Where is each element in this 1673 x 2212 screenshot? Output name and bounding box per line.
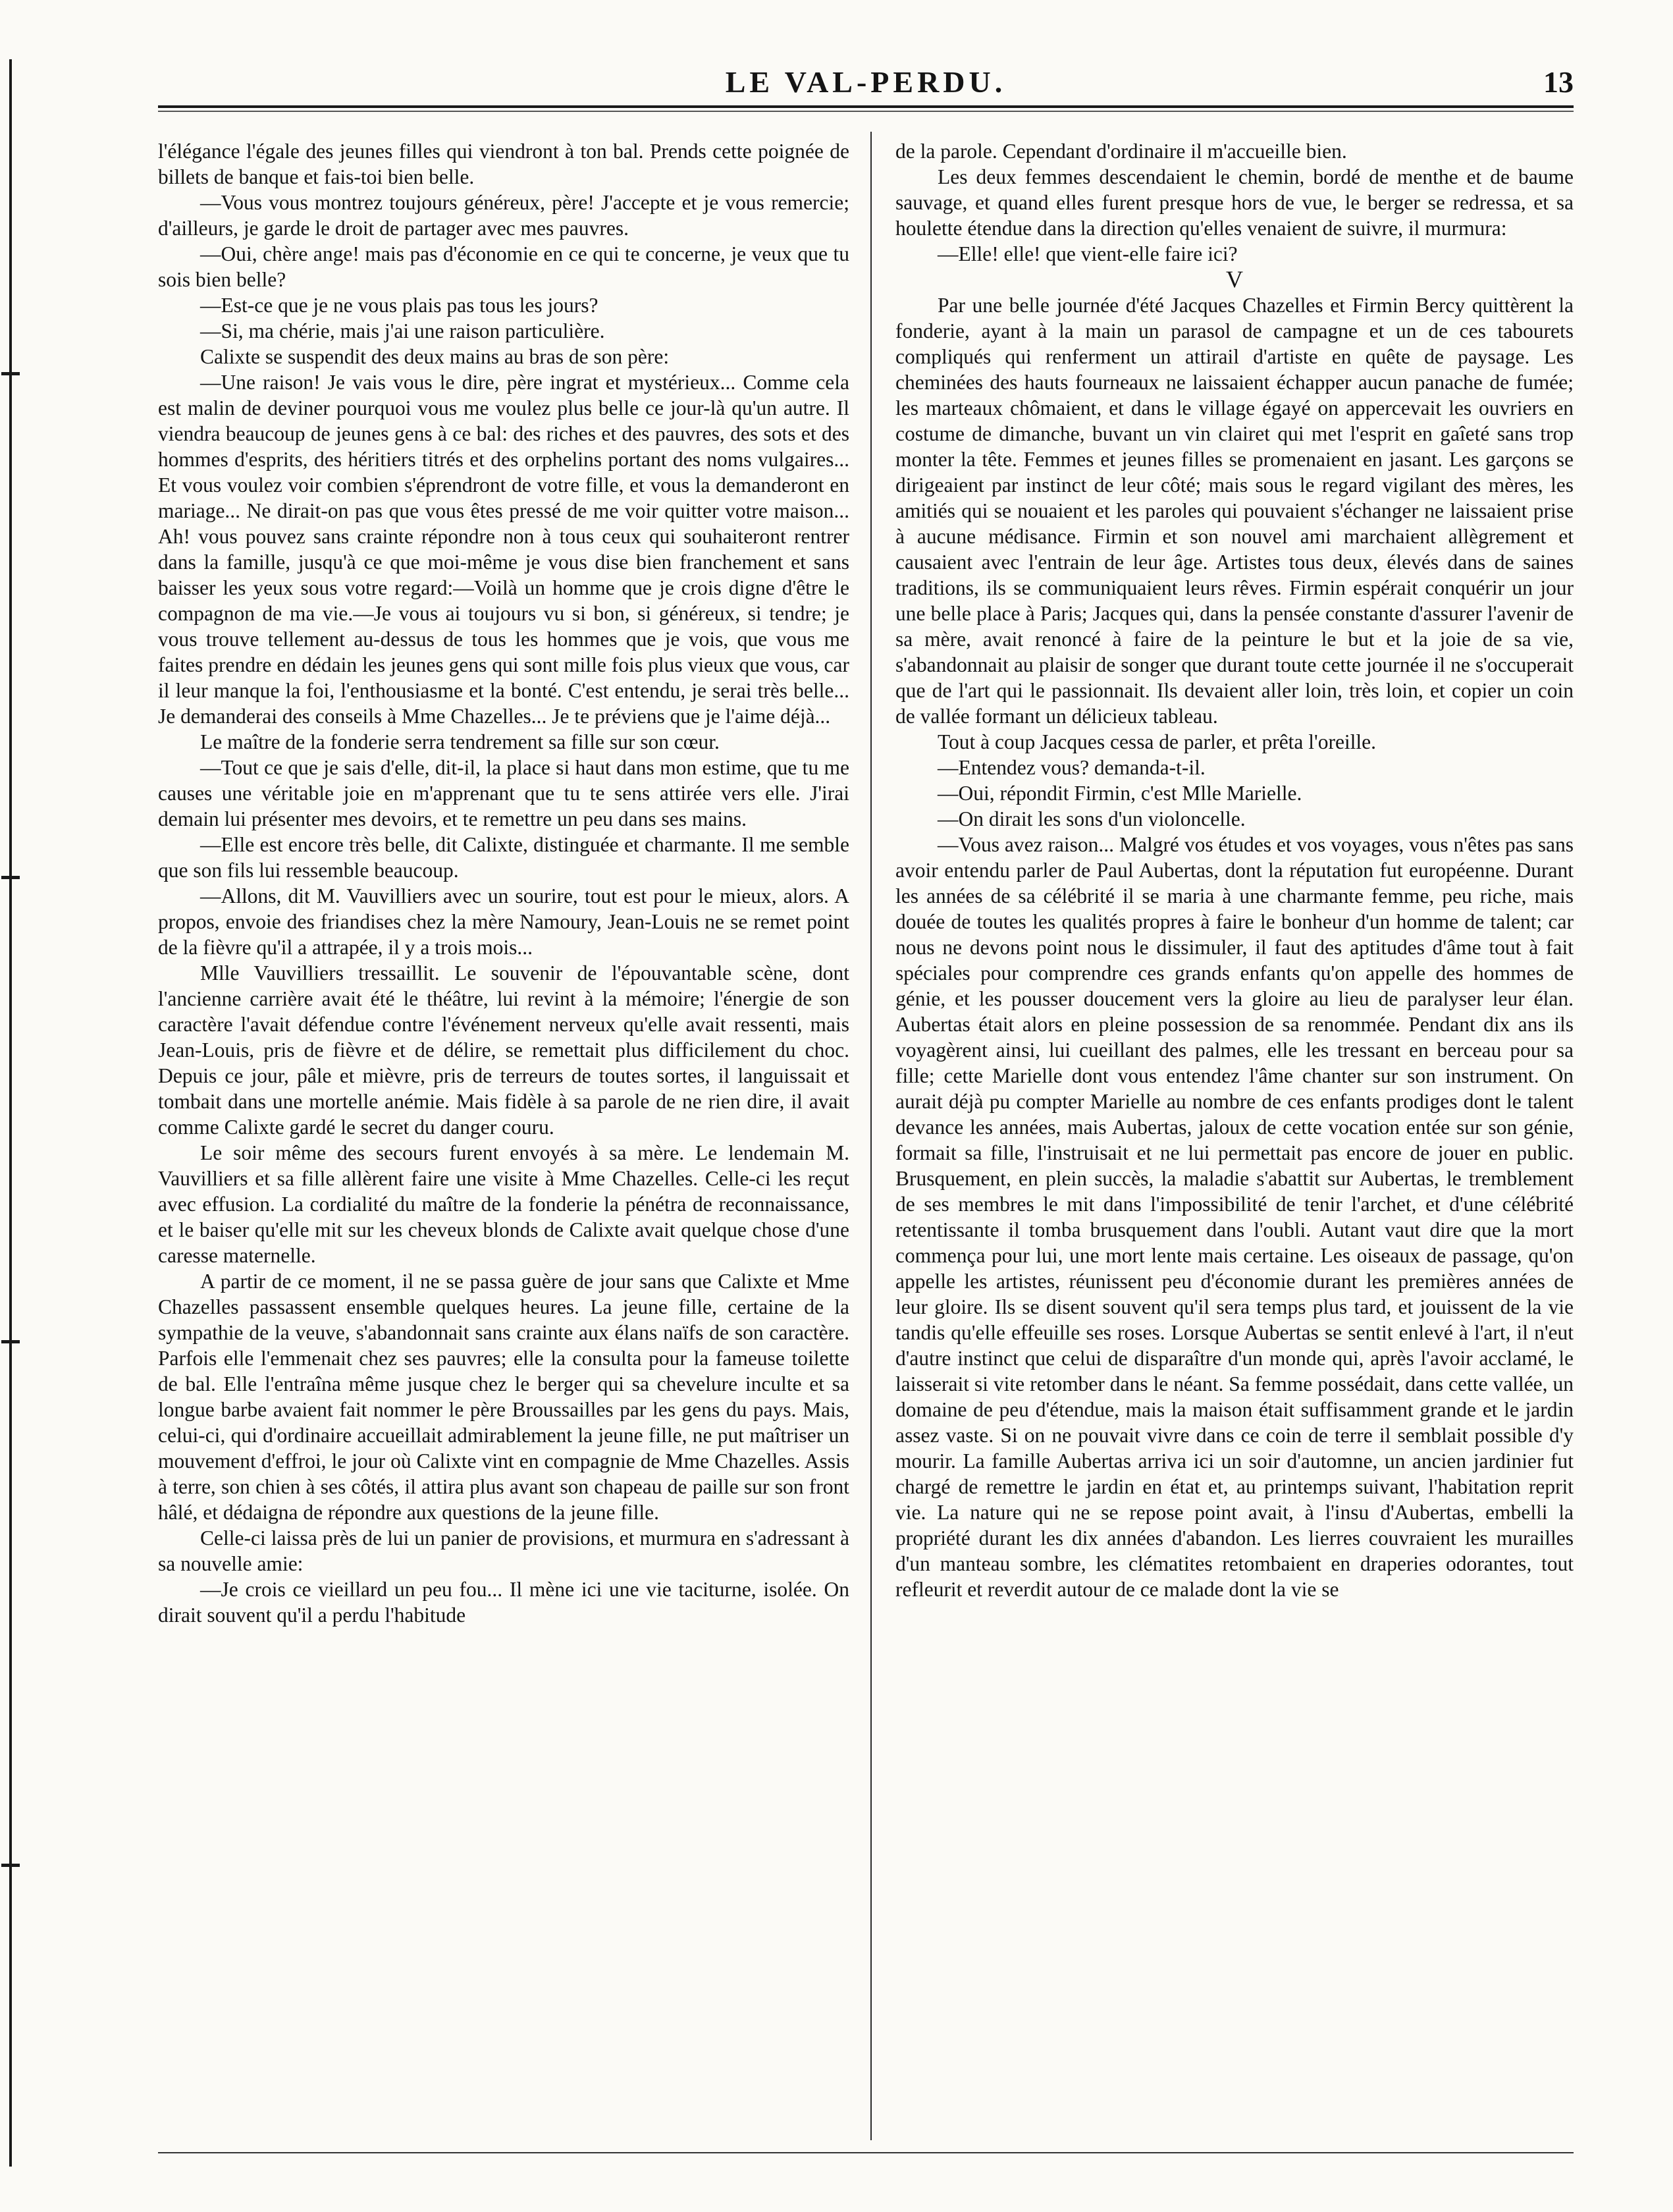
- paragraph: Le maître de la fonderie serra tendrement sa fille sur son cœur.: [200, 730, 720, 753]
- paragraph: —Allons, dit M. Vauvilliers avec un sourire, tout est pour le mieux, alors. A propos, envoie des friandises chez la mère Namoury, Jean-Louis ne se remet point de la fièvre qu'il a attrapée, il y a trois mois...: [158, 884, 849, 959]
- paragraph: —Oui, chère ange! mais pas d'économie en ce qui te concerne, je veux que tu sois bien belle?: [158, 242, 849, 291]
- paragraph: —Si, ma chérie, mais j'ai une raison particulière.: [200, 319, 605, 342]
- binding-rule: [9, 59, 12, 2167]
- binding-tick: [1, 1340, 20, 1343]
- paragraph: Mlle Vauvilliers tressaillit. Le souvenir de l'épouvantable scène, dont l'ancienne carrière avait été le théâtre, lui revint à la mémoire; l'énergie de son caractère l'avait défendue contre l'événement nerveux qu'elle avait ressenti, mais Jean-Louis, pris de fièvre et de délire, se remettait plus difficilement du choc. Depuis ce jour, pâle et mièvre, pris de terreurs de toutes sortes, il languissait et tombait dans une mortelle anémie. Mais fidèle à sa parole de ne rien dire, il avait comme Calixte gardé le secret du danger couru.: [158, 961, 849, 1139]
- bottom-rule: [158, 2152, 1574, 2153]
- header-rule: [158, 105, 1574, 108]
- paragraph: —Vous avez raison... Malgré vos études et vos voyages, vous n'êtes pas sans avoir entendu parler de Paul Aubertas, dont la réputation fut européenne. Durant les années de sa célébrité il se maria à une charmante femme, peu riche, mais douée de toutes les qualités propres à faire le bonheur d'un homme de talent; car nous ne devons point nous le dissimuler, il faut des aptitudes d'âme tout à fait spéciales pour comprendre ces grands enfants qu'on appelle des hommes de génie, et les pousser doucement vers la gloire au lieu de paralyser leur élan. Aubertas était alors en pleine possession de sa renommée. Pendant dix ans ils voyagèrent ainsi, lui cueillant des palmes, elle les tressant en berceau pour sa fille; cette Marielle dont vous entendez l'âme chanter sur son instrument. On aurait déjà pu compter Marielle au nombre de ces enfants prodiges dont le talent devance les années, mais Aubertas, jaloux de cette vocation entée sur son génie, formait sa fille, l'instruisait et ne lui permettait pas encore de jouer en public. Brusquement, en plein succès, la maladie s'abattit sur Aubertas, le tremblement de ses membres le mit dans l'impossibilité de tenir l'archet, et d'une célébrité retentissante il tomba brusquement dans l'oubli. Autant vaut dire que la mort commença pour lui, une mort lente mais certaine. Les oiseaux de passage, qu'on appelle les artistes, réunissent peu d'économie durant les premières années de leur gloire. Ils se disent souvent qu'il sera temps plus tard, et jouissent de la vie tandis qu'elle effeuille ses roses. Lorsque Aubertas se sentit enlevé à l'art, il n'eut d'autre instinct que celui de disparaître d'un monde qui, après l'avoir acclamé, le laisserait si vite retomber dans le néant. Sa femme possédait, dans cette vallée, un domaine de peu d'étendue, mais la maison était suffisamment grande et le jardin assez vaste. Si on ne pouvait vivre dans ce coin de terre il semblait possible d'y mourir. La famille Aubertas arriva ici un soir d'automne, un ancien jardinier fut chargé de remettre le jardin en état et, au printemps suivant, l'habitation reprit vie. La nature qui ne se repose point avait, à l'insu d'Aubertas, embelli la propriété durant les dix années d'abandon. Les lierres couvraient les murailles d'un manteau sombre, les clématites retombaient en draperies odorantes, tout refleurit et reverdit autour de ce malade dont la vie se: [895, 833, 1574, 1601]
- paragraph: —Elle est encore très belle, dit Calixte, distinguée et charmante. Il me semble que son fils lui ressemble beaucoup.: [158, 833, 849, 882]
- binding-tick: [1, 876, 20, 879]
- paragraph: Tout à coup Jacques cessa de parler, et prêta l'oreille.: [938, 730, 1377, 753]
- paragraph: —Elle! elle! que vient-elle faire ici?: [938, 242, 1238, 265]
- header-rule-thin: [158, 111, 1574, 112]
- running-head: [158, 63, 1574, 109]
- paragraph: —Tout ce que je sais d'elle, dit-il, la place si haut dans mon estime, que tu me causes une véritable joie en m'apprenant que tu te sens attirée vers elle. J'irai demain lui présenter mes devoirs, et te remettre un peu dans ses mains.: [158, 756, 849, 830]
- page-number: 13: [1543, 65, 1574, 99]
- paragraph: —Une raison! Je vais vous le dire, père ingrat et mystérieux... Comme cela est malin de deviner pourquoi vous me voulez plus belle ce jour-là qu'un autre. Il viendra beaucoup de jeunes gens à ce bal: des riches et des pauvres, des sots et des hommes d'esprits, des héritiers titrés et des orphelins portant des noms vulgaires... Et vous voulez voir combien s'éprendront de votre fille, et vous la demanderont en mariage... Ne dirait-on pas que vous êtes pressé de me voir quitter votre maison... Ah! vous pouvez sans crainte répondre non à tous ceux qui souhaiteront rentrer dans la famille, jusqu'à ce que moi-même je vous dise bien franchement et sans baisser les yeux sous votre regard:—Voilà un homme que je crois digne d'être le compagnon de ma vie.—Je vous ai toujours vu si bon, si généreux, si tendre; je vous trouve tellement au-dessus de tous les hommes que je vois, que vous me faites prendre en dédain les jeunes gens qui sont mille fois plus vieux que vous, car il leur manque la foi, l'enthousiasme et la bonté. C'est entendu, je serai très belle... Je demanderai des conseils à Mme Chazelles... Je te préviens que je l'aime déjà...: [158, 371, 849, 728]
- binding-tick: [1, 1864, 20, 1867]
- paragraph: Calixte se suspendit des deux mains au bras de son père:: [200, 345, 670, 368]
- paragraph: —Oui, répondit Firmin, c'est Mlle Marielle.: [938, 782, 1302, 805]
- paragraph: Le soir même des secours furent envoyés à sa mère. Le lendemain M. Vauvilliers et sa fille allèrent faire une visite à Mme Chazelles. Celle-ci les reçut avec effusion. La cordialité du maître de la fonderie la pénétra de reconnaissance, et le baiser qu'elle mit sur les cheveux blonds de Calixte avait quelque chose d'une caresse maternelle.: [158, 1141, 849, 1267]
- paragraph: —On dirait les sons d'un violoncelle.: [938, 807, 1246, 830]
- paragraph: —Entendez vous? demanda-t-il.: [938, 756, 1206, 779]
- paragraph: l'élégance l'égale des jeunes filles qui viendront à ton bal. Prends cette poignée de billets de banque et fais-toi bien belle.: [158, 140, 849, 188]
- paragraph: —Je crois ce vieillard un peu fou... Il mène ici une vie taciturne, isolée. On dirait souvent qu'il a perdu l'habitude: [158, 1578, 849, 1627]
- chapter-numeral: V: [1226, 266, 1243, 292]
- running-title: LE VAL-PERDU.: [725, 65, 1007, 99]
- right-column: [895, 138, 1574, 1602]
- left-column: [158, 138, 849, 1628]
- paragraph: A partir de ce moment, il ne se passa guère de jour sans que Calixte et Mme Chazelles passassent ensemble quelques heures. La jeune fille, certaine de la sympathie de la veuve, s'abandonnait sans crainte aux élans naïfs de son caractère. Parfois elle l'emmenait chez ses pauvres; elle la consulta pour la fameuse toilette de bal. Elle l'entraîna même jusque chez le berger qui sa chevelure inculte et sa longue barbe avaient fait nommer le père Broussailles par les gens du pays. Mais, celui-ci, qui d'ordinaire accueillait admirablement la jeune fille, ne put maîtriser un mouvement d'effroi, le jour où Calixte vint en compagnie de Mme Chazelles. Assis à terre, son chien à ses côtés, il attira plus avant son chapeau de paille sur son front hâlé, et dédaigna de répondre aux questions de la jeune fille.: [158, 1270, 849, 1524]
- paragraph: —Est-ce que je ne vous plais pas tous les jours?: [200, 294, 598, 317]
- column-divider: [870, 132, 872, 2140]
- paragraph: de la parole. Cependant d'ordinaire il m'accueille bien.: [895, 140, 1347, 163]
- paragraph: —Vous vous montrez toujours généreux, père! J'accepte et je vous remercie; d'ailleurs, je garde le droit de partager avec mes pauvres.: [158, 191, 849, 240]
- paragraph: Par une belle journée d'été Jacques Chazelles et Firmin Bercy quittèrent la fonderie, ayant à la main un parasol de campagne et un de ces tabourets compliqués qui renferment un attirail d'artiste en quête de paysage. Les cheminées des hauts fourneaux ne laissaient échapper aucun panache de fumée; les marteaux chômaient, et dans le village égayé on appercevait les ouvriers en costume de dimanche, buvant un vin clairet qui met l'esprit en gaîeté sans trop monter la tête. Femmes et jeunes filles se promenaient en jasant. Les garçons se dirigeaient par instinct de leur côté; mais sous le regard vigilant des mères, les amitiés qui se nouaient et les paroles qui pouvaient s'échanger ne laissaient prise à aucune médisance. Firmin et son nouvel ami marchaient allègrement et causaient avec l'entrain de leur âge. Artistes tous deux, élevés dans de saines traditions, ils se communiquaient leurs rêves. Firmin espérait conquérir un jour une belle place à Paris; Jacques qui, dans la pensée constante d'assurer l'avenir de sa mère, avait renoncé à faire de la peinture le but et la joie de sa vie, s'abandonnait au plaisir de songer que durant toute cette journée il ne s'occuperait que de l'art qui le passionnait. Ils devaient aller loin, très loin, et copier un coin de vallée formant un délicieux tableau.: [895, 294, 1574, 728]
- binding-tick: [1, 372, 20, 375]
- paragraph: Les deux femmes descendaient le chemin, bordé de menthe et de baume sauvage, et quand elles furent presque hors de vue, le berger se redressa, et sa houlette étendue dans la direction qu'elles venaient de suivre, il murmura:: [895, 165, 1574, 240]
- paragraph: Celle-ci laissa près de lui un panier de provisions, et murmura en s'adressant à sa nouvelle amie:: [158, 1526, 849, 1575]
